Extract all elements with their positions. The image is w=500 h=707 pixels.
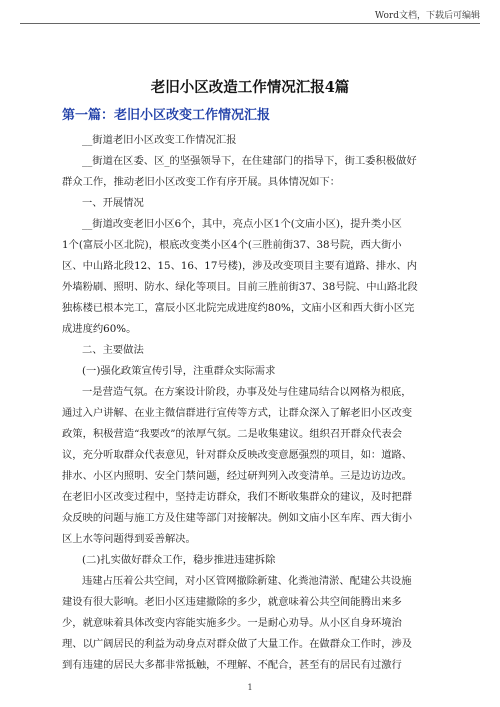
body-line: (一)强化政策宣传引导，注重群众实际需求 <box>82 365 276 377</box>
body-line: __街道老旧小区改变工作情况汇报 <box>82 134 237 146</box>
body-line: (二)扎实做好群众工作，稳步推进违建拆除 <box>82 554 276 566</box>
section-heading: 第一篇：老旧小区改变工作情况汇报 <box>62 108 271 123</box>
body-line: 政策，积极营造“我要改”的浓厚气氛。二是收集建议。组织召开群众代表会 <box>62 428 403 440</box>
body-line: 通过入户讲解、在业主微信群进行宣传等方式，让群众深入了解老旧小区改变 <box>62 407 413 419</box>
body-line: 1个(富辰小区北院)，根底改变类小区4个(三胜前街37、38号院，西大街小 <box>62 239 402 251</box>
document-title: 老旧小区改造工作情况汇报4篇 <box>150 79 350 96</box>
body-line: 理、以广阔居民的利益为动身点对群众做了大量工作。在做群众工作时，涉及 <box>62 638 413 650</box>
body-line: __街道改变老旧小区6个，其中，亮点小区1个(文庙小区)，提升类小区 <box>82 218 402 230</box>
body-line: 众反映的问题与施工方及住建等部门对接解决。例如文庙小区车库、西大街小 <box>62 512 413 524</box>
body-line: 区、中山路北段12、15、16、17号楼)，涉及改变项目主要有道路、排水、内 <box>62 260 418 272</box>
body-line: 群众工作，推动老旧小区改变工作有序开展。具体情况如下： <box>62 176 341 188</box>
body-line: 议，充分听取群众代表意见，针对群众反映改变意愿强烈的项目，如：道路、 <box>62 449 413 461</box>
header-divider <box>20 23 480 24</box>
body-line: 外墙粉刷、照明、防水、绿化等项目。目前三胜前街37、38号院、中山路北段 <box>62 281 418 293</box>
body-line: 排水、小区内照明、安全门禁问题，经过研判列入改变清单。三是边访边改。 <box>62 470 413 482</box>
body-text <box>62 130 438 676</box>
body-line: 在老旧小区改变过程中，坚持走访群众，我们不断收集群众的建议，及时把群 <box>62 491 413 503</box>
body-line: 违建占压着公共空间，对小区管网撤除新建、化粪池清淤、配建公共设施 <box>82 575 412 587</box>
body-line: 一、开展情况 <box>82 197 144 209</box>
body-line: 建设有很大影响。老旧小区违建撤除的多少，就意味着公共空间能腾出来多 <box>62 596 402 608</box>
body-line: 独栋楼已根本完工，富辰小区北院完成进度约80%，文庙小区和西大街小区完 <box>62 302 415 314</box>
page-number: 1 <box>247 683 253 692</box>
body-line: 一是营造气氛。在方案设计阶段，办事及处与住建局结合以网格为根底， <box>82 386 412 398</box>
body-line: __街道在区委、区_的坚强领导下，在住建部门的指导下，街工委积极做好 <box>82 155 417 167</box>
body-line: 少，就意味着具体改变内容能实施多少。一是耐心劝导。从小区自身环境治 <box>62 617 402 629</box>
page-header: Word文档，下载后可编辑 <box>374 11 480 21</box>
body-line: 二、主要做法 <box>82 344 144 356</box>
body-line: 区上水等问题得到妥善解决。 <box>62 533 196 545</box>
body-line: 到有违建的居民大多都非常抵触，不理解、不配合，甚至有的居民有过激行 <box>62 659 402 671</box>
body-line: 成进度约60%。 <box>62 323 137 335</box>
